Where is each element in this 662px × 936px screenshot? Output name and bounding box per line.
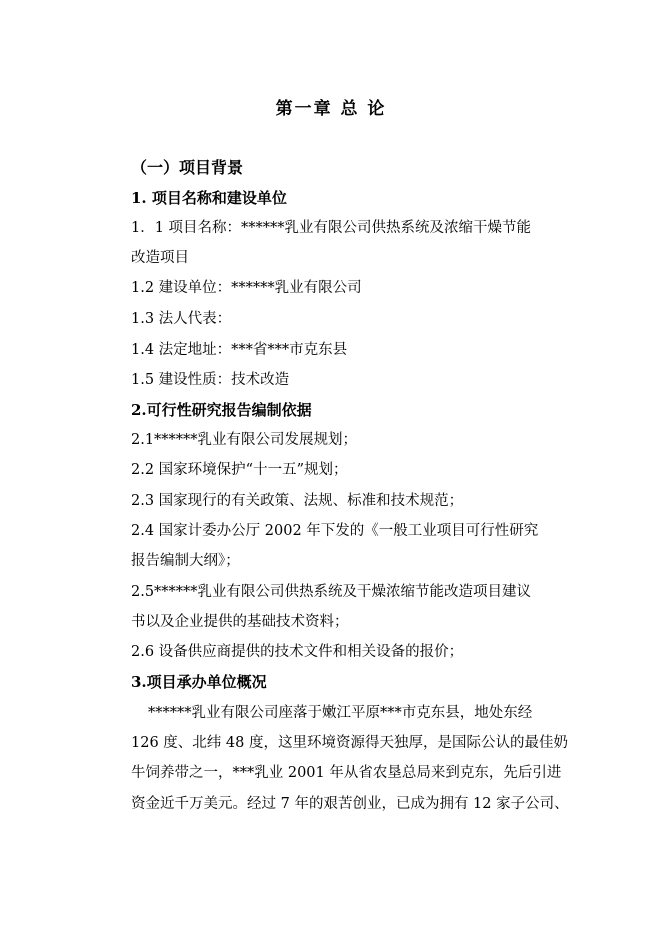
paragraph-line: 资金近千万美元。经过 7 年的艰苦创业，已成为拥有 12 家子公司、 bbox=[131, 796, 569, 812]
paragraph-line: 牛饲养带之一，***乳业 2001 年从省农垦总局来到克东，先后引进 bbox=[131, 765, 562, 781]
text-line: 2.6 设备供应商提供的技术文件和相关设备的报价； bbox=[131, 644, 464, 660]
text-line: 2.2 国家环境保护“十一五”规划； bbox=[131, 462, 348, 478]
subsection-heading: 3.项目承办单位概况 bbox=[131, 673, 267, 691]
text-line: 2.1******乳业有限公司发展规划； bbox=[131, 432, 358, 448]
text-line: 报告编制大纲》； bbox=[131, 553, 240, 569]
subsection-heading: 1. 项目名称和建设单位 bbox=[131, 189, 287, 207]
text-line: 1．1 项目名称：******乳业有限公司供热系统及浓缩干燥节能 bbox=[131, 220, 532, 236]
paragraph-line: 126 度、北纬 48 度，这里环境资源得天独厚，是国际公认的最佳奶 bbox=[131, 735, 568, 751]
text-line: 2.4 国家计委办公厅 2002 年下发的《一般工业项目可行性研究 bbox=[131, 523, 539, 539]
text-line: 1.5 建设性质：技术改造 bbox=[131, 372, 290, 388]
text-line: 2.5******乳业有限公司供热系统及干燥浓缩节能改造项目建议 bbox=[131, 584, 532, 600]
text-line: 书以及企业提供的基础技术资料； bbox=[131, 614, 349, 630]
paragraph-line: ******乳业有限公司座落于嫩江平原***市克东县，地处东经 bbox=[148, 705, 533, 721]
chapter-title: 第一章 总 论 bbox=[275, 99, 387, 119]
text-line: 改造项目 bbox=[131, 250, 189, 266]
text-line: 1.2 建设单位：******乳业有限公司 bbox=[131, 280, 362, 296]
subsection-heading: 2.可行性研究报告编制依据 bbox=[131, 401, 312, 419]
text-line: 1.3 法人代表： bbox=[131, 311, 232, 327]
section-heading: （一）项目背景 bbox=[131, 158, 244, 177]
text-line: 2.3 国家现行的有关政策、法规、标准和技术规范； bbox=[131, 493, 464, 509]
text-line: 1.4 法定地址：***省***市克东县 bbox=[131, 342, 348, 358]
